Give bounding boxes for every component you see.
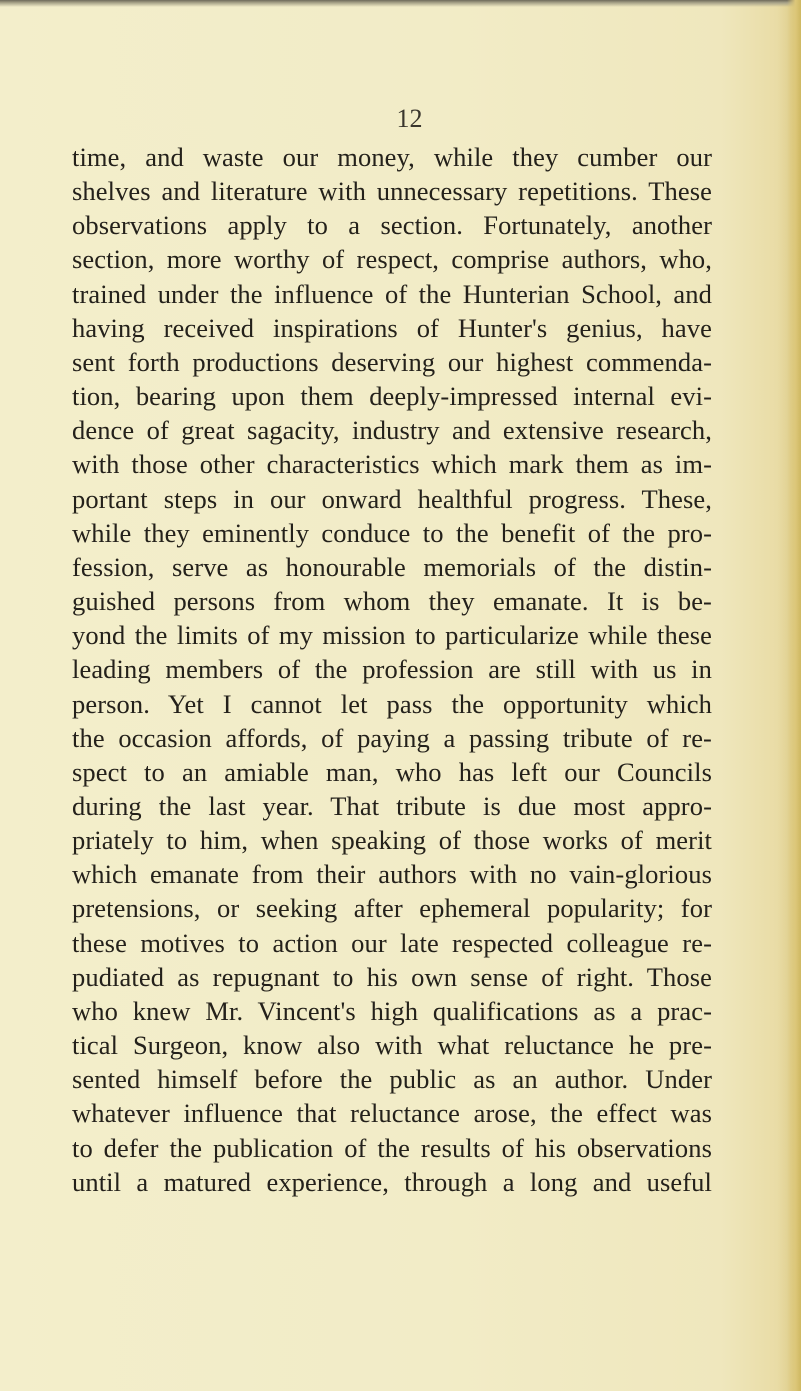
text-line: who knew Mr. Vincent's high qualifications as a prac- <box>72 995 712 1026</box>
text-line: these motives to action our late respected colleague re- <box>72 927 712 958</box>
text-line: until a matured experience, through a long and useful <box>72 1166 712 1197</box>
text-line: whatever influence that reluctance arose, the effect was <box>72 1098 712 1129</box>
text-line: sented himself before the public as an author. Under <box>72 1064 712 1095</box>
text-line: to defer the publication of the results of his observations <box>72 1132 712 1163</box>
text-line: pretensions, or seeking after ephemeral popularity; for <box>72 893 712 924</box>
text-line: having received inspirations of Hunter's genius, have <box>72 312 712 343</box>
text-line: tion, bearing upon them deeply-impressed internal evi- <box>72 381 712 412</box>
text-line: yond the limits of my mission to particularize while these <box>72 620 712 651</box>
text-line: pudiated as repugnant to his own sense of right. Those <box>72 961 712 992</box>
body-text <box>72 140 712 1199</box>
text-line: guished persons from whom they emanate. It is be- <box>72 586 712 617</box>
text-line: tical Surgeon, know also with what reluctance he pre- <box>72 1030 712 1061</box>
text-line: while they eminently conduce to the benefit of the pro- <box>72 517 712 548</box>
text-line: person. Yet I cannot let pass the opportunity which <box>72 688 712 719</box>
text-line: leading members of the profession are still with us in <box>72 654 712 685</box>
text-line: time, and waste our money, while they cumber our <box>72 142 712 172</box>
text-line: dence of great sagacity, industry and extensive research, <box>72 415 712 446</box>
text-line: shelves and literature with unnecessary repetitions. These <box>72 176 712 207</box>
page-number: 12 <box>396 104 423 133</box>
text-line: the occasion affords, of paying a passing tribute of re- <box>72 722 712 753</box>
top-rule <box>0 0 801 7</box>
text-line: sent forth productions deserving our highest commenda- <box>72 346 712 377</box>
page-edge-shadow <box>787 0 801 1391</box>
text-line: section, more worthy of respect, comprise authors, who, <box>72 244 712 275</box>
text-line: with those other characteristics which mark them as im- <box>72 449 712 480</box>
text-line: portant steps in our onward healthful progress. These, <box>72 483 712 514</box>
text-line: trained under the influence of the Hunterian School, and <box>72 278 712 309</box>
text-line: which emanate from their authors with no vain-glorious <box>72 859 712 890</box>
text-line: during the last year. That tribute is due most appro- <box>72 790 712 821</box>
text-line: fession, serve as honourable memorials of the distin- <box>72 551 712 582</box>
text-line: observations apply to a section. Fortunately, another <box>72 210 712 241</box>
text-line: spect to an amiable man, who has left our Councils <box>72 756 712 787</box>
text-line: priately to him, when speaking of those works of merit <box>72 825 712 856</box>
